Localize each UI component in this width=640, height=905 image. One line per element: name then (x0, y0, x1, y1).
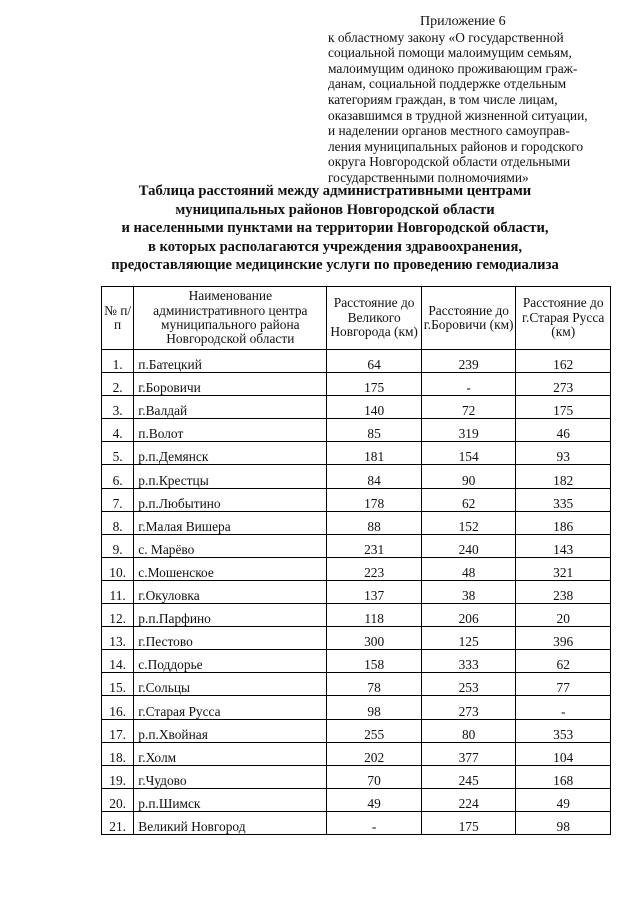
distance-novgorod: 202 (327, 742, 422, 765)
distance-staraya-russa: - (516, 696, 611, 719)
distance-novgorod: 88 (327, 511, 422, 534)
distance-borovichi: 240 (421, 534, 516, 557)
distance-borovichi: 245 (421, 765, 516, 788)
table-row (102, 627, 611, 650)
distance-borovichi: 48 (421, 557, 516, 580)
row-number: 18. (102, 742, 134, 765)
distance-staraya-russa: 143 (516, 534, 611, 557)
row-number: 15. (102, 673, 134, 696)
distance-novgorod: 78 (327, 673, 422, 696)
row-number: 20. (102, 788, 134, 811)
row-number: 16. (102, 696, 134, 719)
distance-borovichi: 206 (421, 604, 516, 627)
distance-staraya-russa: 77 (516, 673, 611, 696)
table-row (102, 604, 611, 627)
row-number: 3. (102, 396, 134, 419)
distance-novgorod: 140 (327, 396, 422, 419)
distance-novgorod: 49 (327, 788, 422, 811)
distance-novgorod: 178 (327, 488, 422, 511)
distance-borovichi: 90 (421, 465, 516, 488)
distance-novgorod: 118 (327, 604, 422, 627)
distance-staraya-russa: 20 (516, 604, 611, 627)
distance-novgorod: 231 (327, 534, 422, 557)
header-distance-staraya-russa: Расстояние до г.Старая Русса (км) (516, 287, 611, 350)
distance-novgorod: 84 (327, 465, 422, 488)
distance-borovichi: 175 (421, 811, 516, 834)
distance-borovichi: 239 (421, 350, 516, 373)
appendix-line: к областному закону «О государственной (328, 29, 564, 45)
table-row (102, 373, 611, 396)
row-number: 21. (102, 811, 134, 834)
table-row (102, 442, 611, 465)
distance-table (101, 286, 611, 835)
distance-staraya-russa: 62 (516, 650, 611, 673)
row-number: 8. (102, 511, 134, 534)
table-row (102, 788, 611, 811)
distance-novgorod: 223 (327, 557, 422, 580)
row-name: р.п.Шимск (134, 788, 327, 811)
appendix-line: данам, социальной поддержке отдельным (328, 76, 567, 92)
row-number: 9. (102, 534, 134, 557)
distance-staraya-russa: 49 (516, 788, 611, 811)
appendix-block (328, 14, 610, 186)
distance-staraya-russa: 238 (516, 580, 611, 603)
row-name: г.Окуловка (134, 580, 327, 603)
distance-novgorod: 137 (327, 580, 422, 603)
distance-borovichi: 72 (421, 396, 516, 419)
appendix-line: ления муниципальных районов и городского (328, 138, 584, 154)
table-row (102, 580, 611, 603)
distance-novgorod: 300 (327, 627, 422, 650)
row-number: 2. (102, 373, 134, 396)
distance-borovichi: 152 (421, 511, 516, 534)
table-header-row (102, 287, 611, 350)
header-distance-borovichi: Расстояние до г.Боровичи (км) (421, 287, 516, 350)
row-name: р.п.Любытино (134, 488, 327, 511)
distance-borovichi: 333 (421, 650, 516, 673)
title-line: муниципальных районов Новгородской области (175, 201, 495, 218)
distance-novgorod: 70 (327, 765, 422, 788)
appendix-line: оказавшимся в трудной жизненной ситуации, (328, 107, 588, 123)
row-number: 10. (102, 557, 134, 580)
table-row (102, 488, 611, 511)
table-row (102, 350, 611, 373)
appendix-line: категориям граждан, в том числе лицам, (328, 91, 558, 107)
distance-staraya-russa: 182 (516, 465, 611, 488)
distance-staraya-russa: 168 (516, 765, 611, 788)
distance-staraya-russa: 175 (516, 396, 611, 419)
distance-novgorod: 64 (327, 350, 422, 373)
distance-novgorod: 98 (327, 696, 422, 719)
table-row (102, 719, 611, 742)
row-name: г.Боровичи (134, 373, 327, 396)
table-row (102, 765, 611, 788)
row-name: р.п.Демянск (134, 442, 327, 465)
header-number: № п/п (102, 287, 134, 350)
row-name: п.Волот (134, 419, 327, 442)
row-number: 4. (102, 419, 134, 442)
appendix-line: государственными полномочиями» (328, 169, 529, 185)
table-row (102, 396, 611, 419)
table-row (102, 557, 611, 580)
distance-borovichi: - (421, 373, 516, 396)
distance-borovichi: 154 (421, 442, 516, 465)
row-number: 1. (102, 350, 134, 373)
appendix-number: Приложение 6 (420, 14, 506, 29)
table-row (102, 534, 611, 557)
row-number: 7. (102, 488, 134, 511)
distance-novgorod: 85 (327, 419, 422, 442)
row-number: 13. (102, 627, 134, 650)
distance-novgorod: 181 (327, 442, 422, 465)
header-distance-novgorod: Расстояние до Великого Новгорода (км) (327, 287, 422, 350)
appendix-line: округа Новгородской области отдельными (328, 154, 571, 170)
header-name: Наименование административного центра муниципального района Новгородской области (134, 287, 327, 350)
row-name: р.п.Крестцы (134, 465, 327, 488)
distance-novgorod: 158 (327, 650, 422, 673)
row-name: р.п.Парфино (134, 604, 327, 627)
distance-borovichi: 224 (421, 788, 516, 811)
table-row (102, 742, 611, 765)
distance-novgorod: - (327, 811, 422, 834)
distance-borovichi: 319 (421, 419, 516, 442)
table-row (102, 419, 611, 442)
table-row (102, 650, 611, 673)
row-name: Великий Новгород (134, 811, 327, 834)
distance-staraya-russa: 335 (516, 488, 611, 511)
row-number: 12. (102, 604, 134, 627)
row-number: 11. (102, 580, 134, 603)
row-number: 19. (102, 765, 134, 788)
distance-staraya-russa: 46 (516, 419, 611, 442)
document-title (70, 182, 600, 275)
distance-staraya-russa: 321 (516, 557, 611, 580)
distance-staraya-russa: 98 (516, 811, 611, 834)
distance-borovichi: 62 (421, 488, 516, 511)
row-name: с.Поддорье (134, 650, 327, 673)
distance-novgorod: 175 (327, 373, 422, 396)
title-line: и населенными пунктами на территории Новгородской области, (121, 220, 549, 237)
distance-staraya-russa: 162 (516, 350, 611, 373)
distance-staraya-russa: 104 (516, 742, 611, 765)
row-name: г.Пестово (134, 627, 327, 650)
row-name: г.Малая Вишера (134, 511, 327, 534)
distance-staraya-russa: 93 (516, 442, 611, 465)
distance-borovichi: 377 (421, 742, 516, 765)
distance-staraya-russa: 353 (516, 719, 611, 742)
row-name: с. Марёво (134, 534, 327, 557)
row-name: г.Валдай (134, 396, 327, 419)
title-line: в которых располагаются учреждения здравоохранения, (147, 238, 522, 255)
table-row (102, 811, 611, 834)
row-name: р.п.Хвойная (134, 719, 327, 742)
distance-borovichi: 273 (421, 696, 516, 719)
distance-borovichi: 38 (421, 580, 516, 603)
distance-staraya-russa: 186 (516, 511, 611, 534)
table-body (102, 350, 611, 835)
row-name: г.Старая Русса (134, 696, 327, 719)
row-number: 17. (102, 719, 134, 742)
appendix-line: социальной помощи малоимущим семьям, (328, 45, 572, 61)
distance-borovichi: 253 (421, 673, 516, 696)
distance-novgorod: 255 (327, 719, 422, 742)
table-row (102, 673, 611, 696)
row-number: 5. (102, 442, 134, 465)
distance-borovichi: 80 (421, 719, 516, 742)
row-name: п.Батецкий (134, 350, 327, 373)
appendix-line: малоимущим одиноко проживающим граж- (328, 60, 578, 76)
title-line: Таблица расстояний между административными центрами (138, 183, 532, 199)
appendix-line: и наделении органов местного самоуправ- (328, 123, 570, 139)
row-name: с.Мошенское (134, 557, 327, 580)
title-line: предоставляющие медицинские услуги по проведению гемодиализа (111, 257, 559, 274)
table-row (102, 696, 611, 719)
row-name: г.Холм (134, 742, 327, 765)
row-number: 6. (102, 465, 134, 488)
appendix-text (328, 30, 610, 186)
row-name: г.Сольцы (134, 673, 327, 696)
table-row (102, 465, 611, 488)
distance-staraya-russa: 273 (516, 373, 611, 396)
table-row (102, 511, 611, 534)
row-name: г.Чудово (134, 765, 327, 788)
distance-staraya-russa: 396 (516, 627, 611, 650)
row-number: 14. (102, 650, 134, 673)
distance-borovichi: 125 (421, 627, 516, 650)
